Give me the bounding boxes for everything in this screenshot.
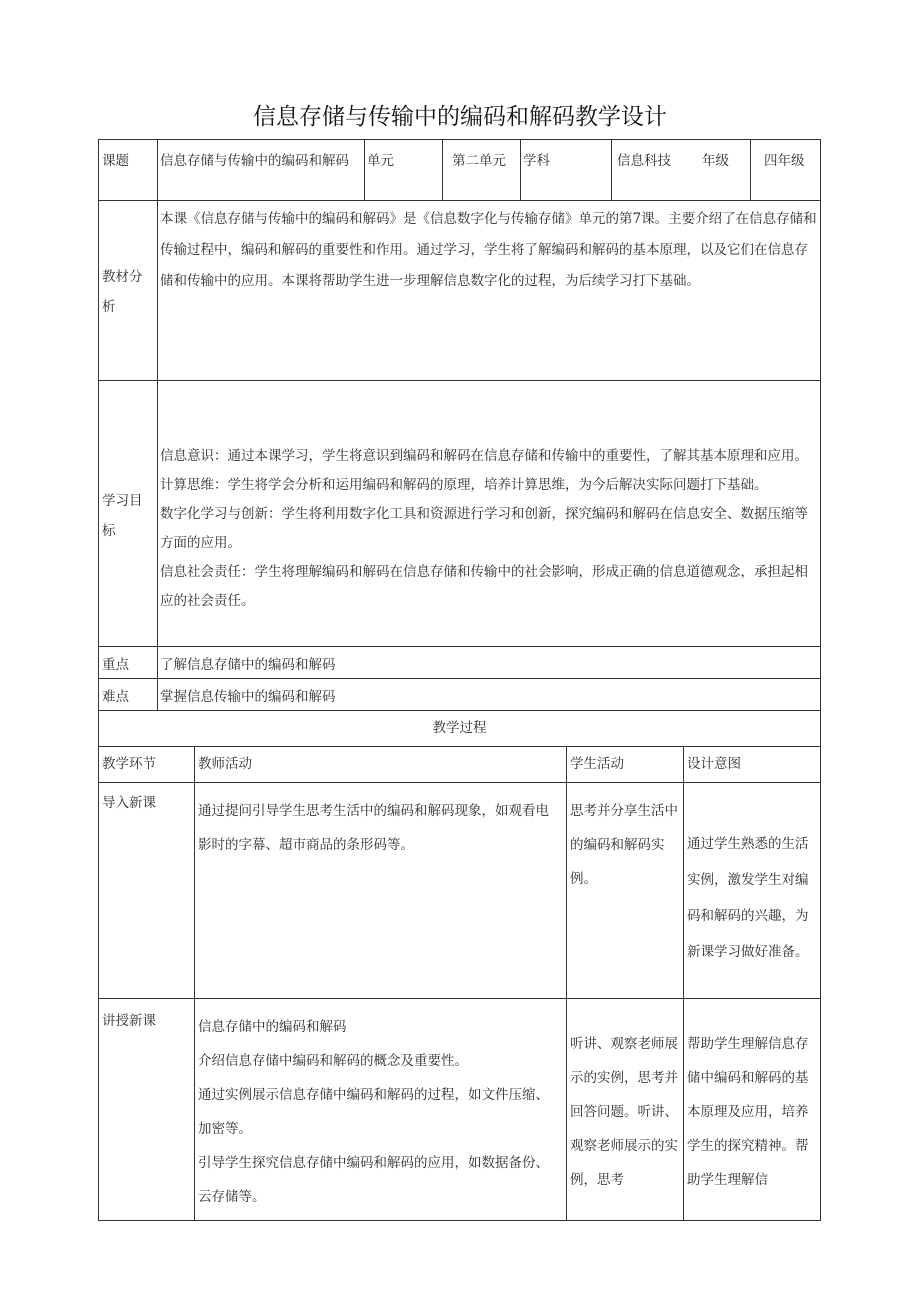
key-point-label: 重点	[102, 657, 129, 673]
unit-value: 第二单元	[452, 153, 506, 169]
teacher-activity-item: 引导学生探究信息存储中编码和解码的应用，如数据备份、云存储等。	[198, 1155, 549, 1205]
learning-goal-item: 信息意识：通过本课学习，学生将意识到编码和解码在信息存储和传输中的重要性，了解其基本原理和应用。	[160, 448, 808, 464]
grade-label: 年级	[702, 153, 729, 169]
process-teacher-activity: 通过提问引导学生思考生活中的编码和解码现象，如观看电影时的字幕、超市商品的条形码等。	[198, 803, 549, 853]
process-teacher-activity-list	[196, 1010, 564, 1214]
process-student-activity: 思考并分享生活中的编码和解码实例。	[570, 803, 678, 887]
process-header-intent: 设计意图	[687, 756, 741, 772]
process-title: 教学过程	[432, 720, 487, 736]
learning-goal-item: 信息社会责任：学生将理解编码和解码在信息存储和传输中的社会影响，形成正确的信息道德观念，承担起相应的社会责任。	[160, 564, 808, 609]
subject-value: 信息科技	[617, 153, 671, 169]
teacher-activity-item: 通过实例展示信息存储中编码和解码的过程，如文件压缩、加密等。	[198, 1087, 549, 1137]
page-title: 信息存储与传输中的编码和解码教学设计	[253, 104, 667, 130]
process-design-intent: 通过学生熟悉的生活实例，激发学生对编码和解码的兴趣，为新课学习做好准备。	[687, 836, 809, 960]
process-student-activity: 听讲、观察老师展示的实例，思考并回答问题。听讲、观察老师展示的实例，思考	[570, 1036, 678, 1188]
difficult-point-text: 掌握信息传输中的编码和解码	[160, 689, 336, 705]
process-stage: 导入新课	[102, 795, 156, 811]
learning-goal-item: 数字化学习与创新：学生将利用数字化工具和资源进行学习和创新，探究编码和解码在信息安全、数据压缩等方面的应用。	[160, 506, 808, 551]
learning-goals-label: 学习目标	[102, 493, 143, 539]
teacher-activity-item: 信息存储中的编码和解码	[198, 1019, 347, 1035]
learning-goal-item: 计算思维：学生将学会分析和运用编码和解码的原理，培养计算思维，为今后解决实际问题打下基础。	[160, 477, 768, 493]
topic-label: 课题	[102, 153, 129, 169]
unit-label: 单元	[367, 153, 394, 169]
teacher-activity-item: 介绍信息存储中编码和解码的概念及重要性。	[198, 1053, 468, 1069]
topic-value: 信息存储与传输中的编码和解码	[160, 153, 349, 169]
process-header-stage: 教学环节	[102, 756, 156, 772]
key-point-text: 了解信息存储中的编码和解码	[160, 657, 336, 673]
material-analysis-text: 本课《信息存储与传输中的编码和解码》是《信息数字化与传输存储》单元的第7课。主要介绍了在信息存储和传输过程中，编码和解码的重要性和作用。通过学习，学生将了解编码和解码的基本原理，以及它们在信息存储和传输中的应用。本课将帮助学生进一步理解信息数字化的过程，为后续学习打下基础。	[160, 211, 817, 289]
process-header-teacher: 教师活动	[198, 756, 252, 772]
process-design-intent: 帮助学生理解信息存储中编码和解码的基本原理及应用，培养学生的探究精神。帮助学生理解信	[687, 1036, 809, 1188]
process-stage: 讲授新课	[102, 1013, 156, 1029]
difficult-point-label: 难点	[102, 689, 129, 705]
subject-label: 学科	[523, 153, 550, 169]
learning-goals-list	[158, 442, 820, 616]
material-analysis-label: 教材分析	[102, 269, 143, 315]
grade-value: 四年级	[764, 153, 805, 169]
process-header-student: 学生活动	[570, 756, 624, 772]
